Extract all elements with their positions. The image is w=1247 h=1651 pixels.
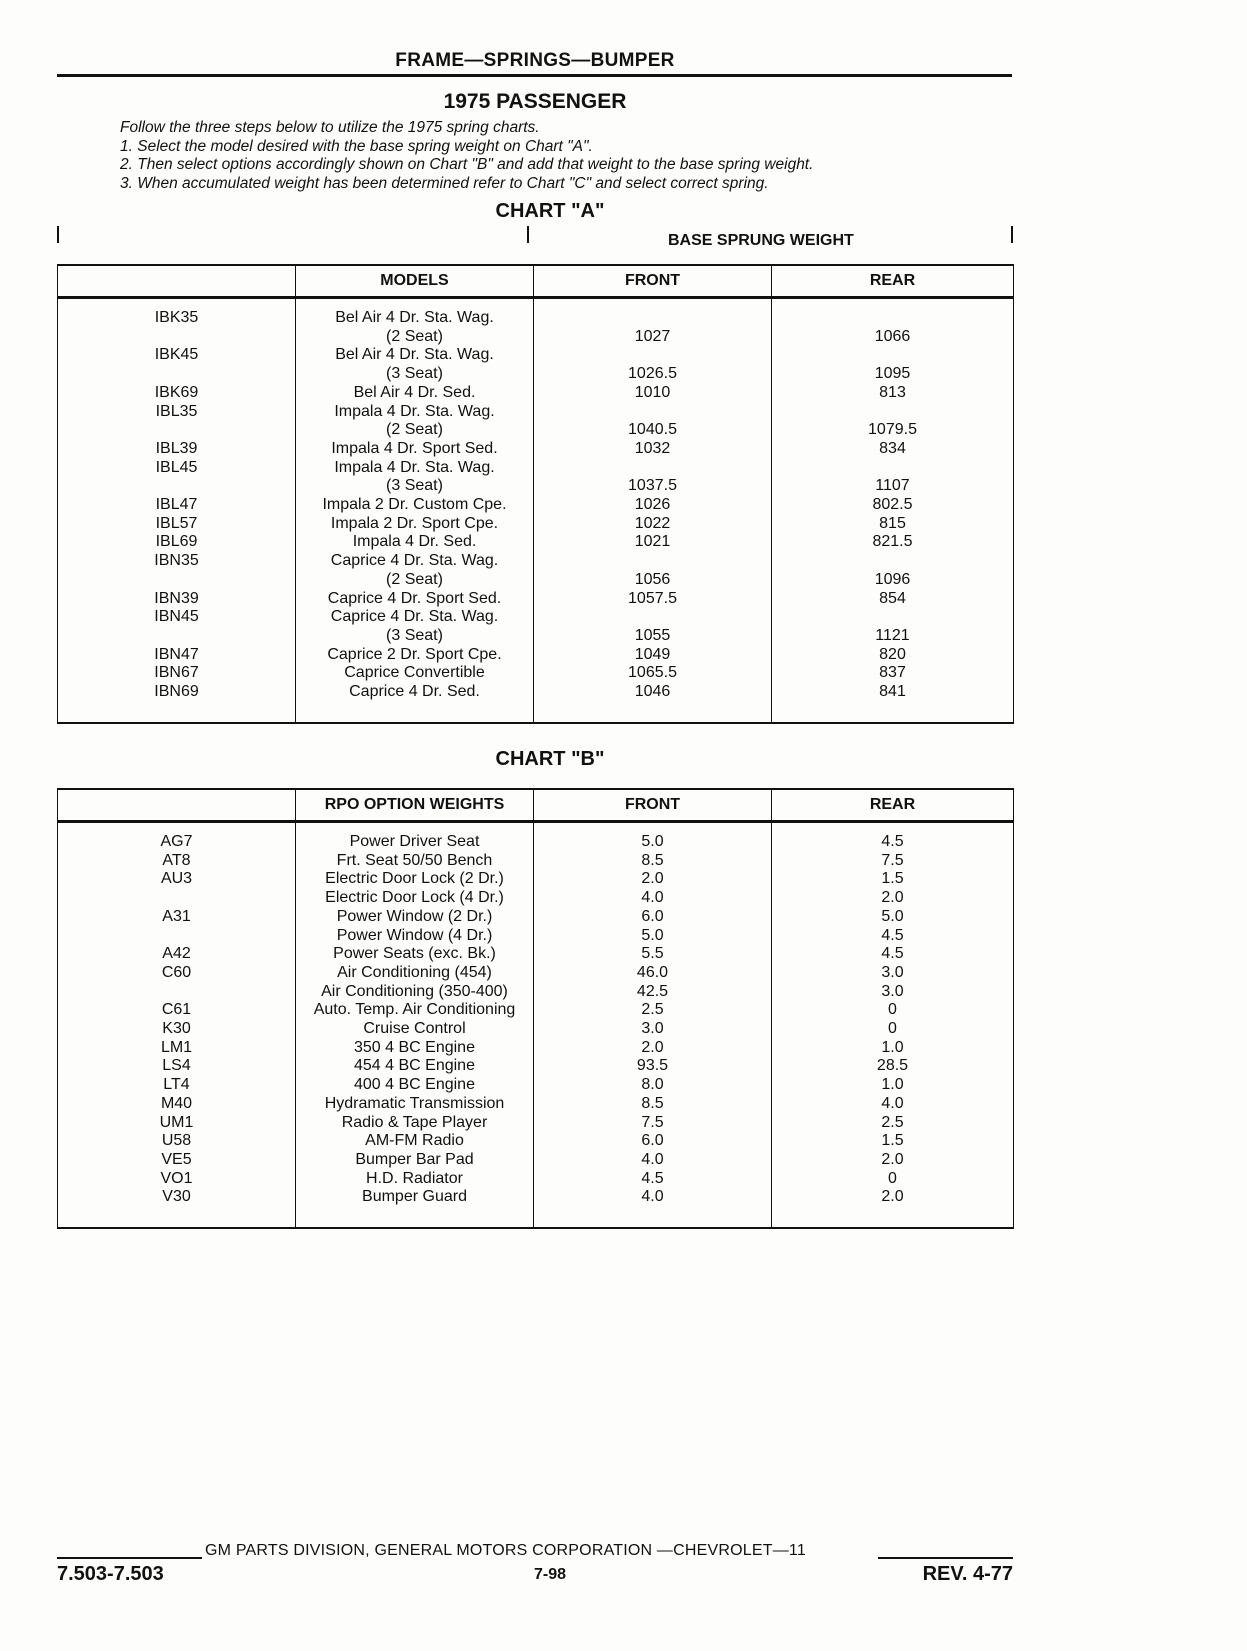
table-row [58,571,1014,590]
chart_a-cell-model: Caprice 4 Dr. Sport Sed. [296,590,534,609]
chart_a-cell-code: IBN39 [58,590,296,609]
chart_b-cell-rear: 4.5 [772,927,1014,946]
chart_a-cell-front: 1046 [534,683,772,702]
table-row [58,870,1014,889]
table-row [58,590,1014,609]
chart-a-mid-tick [527,226,529,243]
chart_b-cell-code: M40 [58,1095,296,1114]
chart_a-cell-front: 1057.5 [534,590,772,609]
chart_a-cell-rear: 802.5 [772,496,1014,515]
chart_b-cell-code: K30 [58,1020,296,1039]
chart-a-col-models: MODELS [296,265,534,298]
chart-b-col-rear: REAR [772,789,1014,822]
table-row [58,459,1014,478]
chart_b-cell-code [58,927,296,946]
chart_a-cell-code: IBK69 [58,384,296,403]
chart_b-cell-front: 6.0 [534,908,772,927]
chart_b-cell-front: 2.5 [534,1001,772,1020]
table-row [58,1132,1014,1151]
chart_a-cell-front [534,552,772,571]
chart_a-cell-model: Caprice Convertible [296,664,534,683]
table-row [58,646,1014,665]
chart-b-header-row [58,789,1014,822]
chart_a-cell-model: Caprice 4 Dr. Sta. Wag. [296,552,534,571]
chart_a-cell-front: 1049 [534,646,772,665]
table-row [58,945,1014,964]
chart_a-cell-model: (2 Seat) [296,421,534,440]
chart_b-cell-code: AU3 [58,870,296,889]
table-row [58,1020,1014,1039]
chart_a-cell-front: 1065.5 [534,664,772,683]
chart_a-cell-code [58,365,296,384]
chart_a-cell-rear: 837 [772,664,1014,683]
chart_b-cell-code: VO1 [58,1170,296,1189]
chart-a-left-tick [57,226,59,243]
chart_a-cell-front: 1026.5 [534,365,772,384]
chart_a-cell-model: (3 Seat) [296,365,534,384]
chart_b-cell-option: 350 4 BC Engine [296,1039,534,1058]
chart_b-cell-front: 5.0 [534,927,772,946]
chart_a-cell-front: 1010 [534,384,772,403]
chart_a-cell-code [58,627,296,646]
chart_a-cell-code: IBL69 [58,533,296,552]
footer-publisher: GM PARTS DIVISION, GENERAL MOTORS CORPORATION —CHEVROLET—11 [205,1542,806,1559]
chart_b-cell-rear: 2.0 [772,1151,1014,1170]
chart-a-title: CHART "A" [495,200,605,222]
chart-a-col-rear: REAR [772,265,1014,298]
chart_b-cell-option: Auto. Temp. Air Conditioning [296,1001,534,1020]
chart_a-cell-front [534,346,772,365]
chart_b-cell-code: LM1 [58,1039,296,1058]
chart_b-cell-option: Bumper Bar Pad [296,1151,534,1170]
table-row [58,1188,1014,1207]
footer-revision: REV. 4-77 [922,1563,1013,1585]
table-row [58,1057,1014,1076]
chart_a-cell-model: Impala 2 Dr. Custom Cpe. [296,496,534,515]
chart_b-cell-rear: 2.5 [772,1114,1014,1133]
chart_a-cell-model: Caprice 2 Dr. Sport Cpe. [296,646,534,665]
chart_a-cell-rear [772,608,1014,627]
chart_a-cell-rear: 815 [772,515,1014,534]
chart_a-cell-model: Impala 4 Dr. Sta. Wag. [296,403,534,422]
instruction-intro: Follow the three steps below to utilize the 1975 spring charts. [120,119,540,136]
table-row [58,1001,1014,1020]
chart_a-cell-code [58,571,296,590]
chart_a-cell-model: Caprice 4 Dr. Sed. [296,683,534,702]
table-row [58,822,1014,852]
chart-b-col-code [58,789,296,822]
table-row [58,421,1014,440]
chart_b-cell-rear: 0 [772,1170,1014,1189]
chart_b-cell-option: Power Window (4 Dr.) [296,927,534,946]
chart_a-cell-rear [772,346,1014,365]
spacer-cell [296,702,534,723]
chart_b-cell-option: Electric Door Lock (4 Dr.) [296,889,534,908]
chart_a-cell-code: IBN45 [58,608,296,627]
chart_a-cell-code: IBN47 [58,646,296,665]
chart_a-cell-front: 1032 [534,440,772,459]
table-row [58,496,1014,515]
chart_a-cell-code [58,328,296,347]
chart_b-cell-front: 42.5 [534,983,772,1002]
chart_a-cell-front: 1040.5 [534,421,772,440]
spacer-cell [534,702,772,723]
chart_a-cell-code [58,421,296,440]
chart_b-cell-option: AM-FM Radio [296,1132,534,1151]
chart_a-cell-model: Impala 4 Dr. Sed. [296,533,534,552]
chart_a-cell-rear [772,552,1014,571]
chart_b-cell-option: Electric Door Lock (2 Dr.) [296,870,534,889]
chart_b-cell-rear: 4.5 [772,822,1014,852]
table-row [58,298,1014,328]
header-rule [57,74,1012,77]
footer-section-number: 7.503-7.503 [57,1563,164,1585]
chart_b-cell-option: Cruise Control [296,1020,534,1039]
chart_b-cell-rear: 3.0 [772,983,1014,1002]
chart-b-table [57,788,1014,1229]
chart_b-cell-front: 46.0 [534,964,772,983]
chart_a-cell-front: 1022 [534,515,772,534]
chart_b-cell-code: AT8 [58,852,296,871]
table-row [58,627,1014,646]
table-row [58,403,1014,422]
table-row [58,664,1014,683]
chart_a-cell-code [58,477,296,496]
chart_a-cell-model: (2 Seat) [296,571,534,590]
spacer-cell [58,702,296,723]
chart-b-title: CHART "B" [495,748,605,770]
table-row [58,328,1014,347]
table-row [58,1076,1014,1095]
table-row [58,515,1014,534]
chart_b-cell-front: 7.5 [534,1114,772,1133]
chart_a-cell-front: 1055 [534,627,772,646]
chart_b-cell-code: A42 [58,945,296,964]
chart_b-cell-code: AG7 [58,822,296,852]
chart-b-col-front: FRONT [534,789,772,822]
chart_b-cell-front: 2.0 [534,870,772,889]
chart_b-cell-code: VE5 [58,1151,296,1170]
chart_a-cell-rear: 1066 [772,328,1014,347]
chart_a-cell-rear [772,403,1014,422]
chart_b-cell-front: 6.0 [534,1132,772,1151]
chart_b-cell-option: Power Seats (exc. Bk.) [296,945,534,964]
chart_b-cell-rear: 2.0 [772,1188,1014,1207]
chart_a-cell-front: 1026 [534,496,772,515]
chart_b-cell-code [58,889,296,908]
chart_a-cell-code: IBL45 [58,459,296,478]
footer-rule-left [57,1557,202,1559]
chart_b-cell-front: 4.0 [534,1188,772,1207]
section-title: FRAME—SPRINGS—BUMPER [395,50,675,71]
table-row [58,852,1014,871]
chart_b-cell-rear: 4.0 [772,1095,1014,1114]
table-row [58,365,1014,384]
table-row [58,477,1014,496]
chart_b-cell-code: C60 [58,964,296,983]
chart_b-cell-option: Air Conditioning (350-400) [296,983,534,1002]
table-row [58,927,1014,946]
chart_b-cell-code: U58 [58,1132,296,1151]
table-row [58,964,1014,983]
chart_a-cell-code: IBK45 [58,346,296,365]
chart_b-cell-front: 4.0 [534,1151,772,1170]
chart_a-cell-front [534,459,772,478]
chart_b-cell-front: 93.5 [534,1057,772,1076]
chart_a-cell-rear: 821.5 [772,533,1014,552]
instruction-step-2: 2. Then select options accordingly shown on Chart "B" and add that weight to the base spring weight. [120,156,814,173]
chart_a-cell-rear: 1096 [772,571,1014,590]
chart_b-cell-code: C61 [58,1001,296,1020]
table-bottom-spacer [58,1207,1014,1228]
chart_a-cell-front: 1021 [534,533,772,552]
chart_a-cell-front [534,403,772,422]
instruction-step-1: 1. Select the model desired with the base spring weight on Chart "A". [120,137,593,155]
chart_b-cell-option: 400 4 BC Engine [296,1076,534,1095]
chart_b-cell-rear: 0 [772,1020,1014,1039]
table-row [58,1114,1014,1133]
chart_b-cell-rear: 2.0 [772,889,1014,908]
page-subtitle: 1975 PASSENGER [443,90,627,113]
chart_b-cell-front: 8.0 [534,1076,772,1095]
chart_a-cell-model: (2 Seat) [296,328,534,347]
spacer-cell [772,702,1014,723]
chart_b-cell-rear: 1.5 [772,870,1014,889]
chart_b-cell-option: Radio & Tape Player [296,1114,534,1133]
chart_a-cell-code: IBN69 [58,683,296,702]
chart_b-cell-rear: 4.5 [772,945,1014,964]
spacer-cell [772,1207,1014,1228]
chart_a-cell-code: IBL39 [58,440,296,459]
chart_b-cell-front: 3.0 [534,1020,772,1039]
chart_a-cell-model: Impala 2 Dr. Sport Cpe. [296,515,534,534]
chart_b-cell-option: 454 4 BC Engine [296,1057,534,1076]
table-row [58,983,1014,1002]
chart_a-cell-rear: 1121 [772,627,1014,646]
table-row [58,552,1014,571]
chart_a-cell-model: Bel Air 4 Dr. Sta. Wag. [296,298,534,328]
table-row [58,440,1014,459]
table-row [58,908,1014,927]
table-row [58,1095,1014,1114]
table-row [58,889,1014,908]
chart_b-cell-option: H.D. Radiator [296,1170,534,1189]
chart_b-cell-option: Power Window (2 Dr.) [296,908,534,927]
chart_a-cell-rear: 841 [772,683,1014,702]
chart_b-cell-front: 8.5 [534,852,772,871]
chart_a-cell-front: 1056 [534,571,772,590]
table-bottom-spacer [58,702,1014,723]
chart_a-cell-front: 1027 [534,328,772,347]
chart_b-cell-code: V30 [58,1188,296,1207]
chart_a-cell-front [534,608,772,627]
chart_a-cell-model: (3 Seat) [296,627,534,646]
chart_b-cell-front: 2.0 [534,1039,772,1058]
chart_a-cell-rear: 1107 [772,477,1014,496]
table-row [58,1039,1014,1058]
chart_a-cell-front: 1037.5 [534,477,772,496]
chart_b-cell-rear: 1.0 [772,1039,1014,1058]
chart_a-cell-rear [772,298,1014,328]
instruction-step-3: 3. When accumulated weight has been determined refer to Chart "C" and select correct spring. [120,174,769,192]
chart_b-cell-code: A31 [58,908,296,927]
chart_b-cell-option: Frt. Seat 50/50 Bench [296,852,534,871]
chart_a-cell-model: Impala 4 Dr. Sta. Wag. [296,459,534,478]
chart-a-table [57,264,1014,724]
chart_b-cell-front: 4.0 [534,889,772,908]
chart_b-cell-code: LS4 [58,1057,296,1076]
footer-rule-right [878,1557,1013,1559]
chart_b-cell-code: LT4 [58,1076,296,1095]
chart-a-header-row [58,265,1014,298]
chart_b-cell-rear: 1.0 [772,1076,1014,1095]
chart_a-cell-model: Bel Air 4 Dr. Sed. [296,384,534,403]
chart_b-cell-rear: 0 [772,1001,1014,1020]
chart_b-cell-code: UM1 [58,1114,296,1133]
chart_a-cell-model: Impala 4 Dr. Sport Sed. [296,440,534,459]
chart_a-cell-code: IBL35 [58,403,296,422]
table-row [58,1170,1014,1189]
chart_a-cell-model: Caprice 4 Dr. Sta. Wag. [296,608,534,627]
chart_b-cell-code [58,983,296,1002]
chart_a-cell-rear: 834 [772,440,1014,459]
table-row [58,1151,1014,1170]
table-row [58,384,1014,403]
chart-a-col-code [58,265,296,298]
table-row [58,608,1014,627]
spacer-cell [534,1207,772,1228]
chart_a-cell-model: Bel Air 4 Dr. Sta. Wag. [296,346,534,365]
chart_b-cell-rear: 7.5 [772,852,1014,871]
chart_b-cell-front: 5.0 [534,822,772,852]
chart_a-cell-model: (3 Seat) [296,477,534,496]
chart_b-cell-option: Hydramatic Transmission [296,1095,534,1114]
chart_b-cell-rear: 1.5 [772,1132,1014,1151]
spacer-cell [58,1207,296,1228]
spacer-cell [296,1207,534,1228]
chart_a-cell-code: IBK35 [58,298,296,328]
footer-page-number: 7-98 [533,1566,567,1583]
chart_a-cell-rear: 820 [772,646,1014,665]
chart_b-cell-rear: 28.5 [772,1057,1014,1076]
chart_a-cell-code: IBN67 [58,664,296,683]
chart_b-cell-front: 5.5 [534,945,772,964]
chart_a-cell-rear: 813 [772,384,1014,403]
chart_b-cell-option: Power Driver Seat [296,822,534,852]
chart_b-cell-option: Bumper Guard [296,1188,534,1207]
instructions [120,119,813,193]
chart_a-cell-front [534,298,772,328]
chart_a-cell-rear: 1079.5 [772,421,1014,440]
chart_a-cell-code: IBN35 [58,552,296,571]
table-row [58,683,1014,702]
chart_a-cell-rear: 1095 [772,365,1014,384]
chart_b-cell-option: Air Conditioning (454) [296,964,534,983]
chart-a-right-tick [1011,226,1013,243]
table-row [58,346,1014,365]
chart-b-col-options: RPO OPTION WEIGHTS [296,789,534,822]
chart_b-cell-rear: 5.0 [772,908,1014,927]
table-row [58,533,1014,552]
chart_b-cell-front: 8.5 [534,1095,772,1114]
chart_a-cell-rear [772,459,1014,478]
base-sprung-weight-header: BASE SPRUNG WEIGHT [668,232,854,249]
chart_a-cell-code: IBL47 [58,496,296,515]
chart_a-cell-rear: 854 [772,590,1014,609]
chart-a-col-front: FRONT [534,265,772,298]
chart_b-cell-rear: 3.0 [772,964,1014,983]
chart_b-cell-front: 4.5 [534,1170,772,1189]
chart_a-cell-code: IBL57 [58,515,296,534]
